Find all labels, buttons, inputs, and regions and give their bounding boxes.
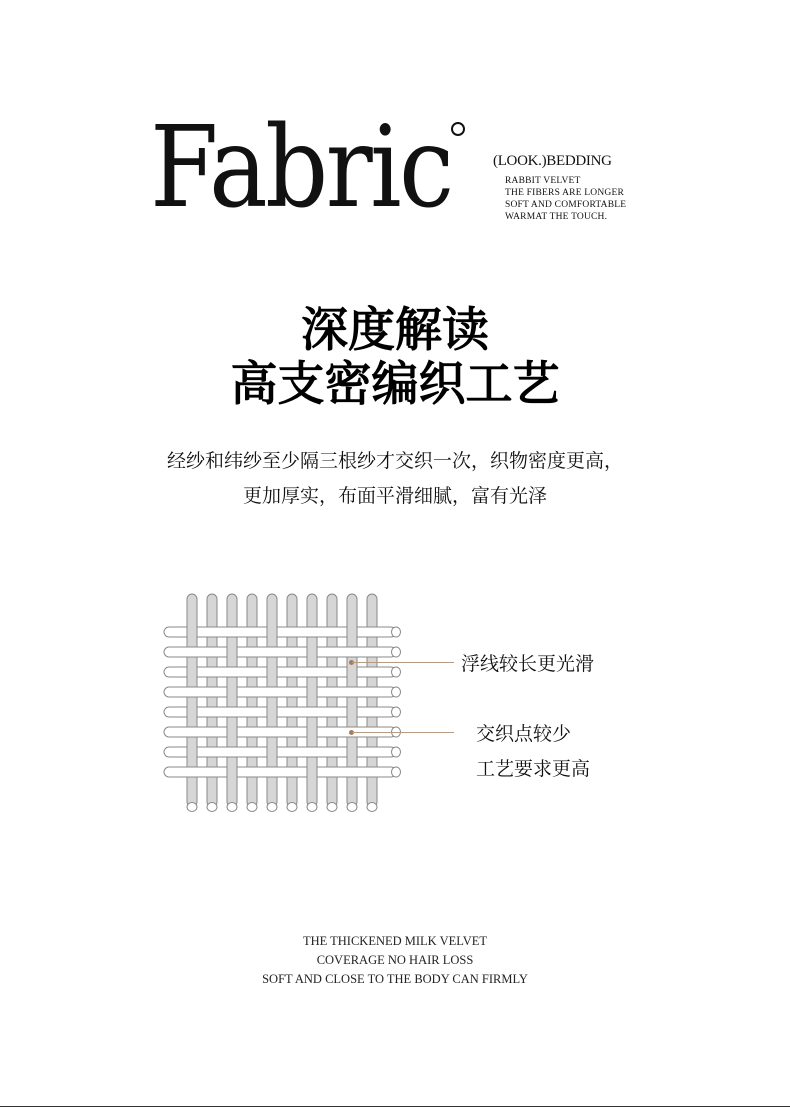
intro-line-2: 更加厚实，布面平滑细腻，富有光泽 — [242, 485, 547, 507]
warp-thread-end — [207, 803, 217, 812]
weave-diagram — [160, 590, 410, 815]
callout-intersections — [476, 717, 590, 787]
brand-tagline-line: SOFT AND COMFORTABLE — [505, 200, 627, 210]
warp-over-crossing — [267, 746, 277, 758]
warp-over-crossing — [307, 686, 317, 698]
warp-over-crossing — [347, 746, 357, 758]
warp-thread-end — [327, 803, 337, 812]
warp-over-crossing — [187, 626, 197, 638]
warp-thread-end — [187, 803, 197, 812]
weft-thread — [164, 767, 396, 777]
weft-thread — [164, 667, 396, 677]
warp-over-crossing — [227, 766, 237, 778]
intro-line-1: 经纱和纬纱至少隔三根纱才交织一次，织物密度更高， — [166, 450, 623, 472]
warp-over-crossing — [227, 726, 237, 738]
weft-thread-end — [392, 647, 401, 657]
warp-over-crossing — [347, 666, 357, 678]
callout-intersections-line-1: 交织点较少 — [476, 723, 572, 745]
weft-thread — [164, 747, 396, 757]
warp-over-crossing — [267, 626, 277, 638]
warp-over-crossing — [187, 666, 197, 678]
headline-line-2: 高支密编织工艺 — [230, 357, 560, 412]
warp-thread-end — [307, 803, 317, 812]
footer-line: SOFT AND CLOSE TO THE BODY CAN FIRMLY — [262, 972, 528, 986]
brand-title: (LOOK.)BEDDING — [493, 153, 612, 169]
weft-thread-end — [392, 687, 401, 697]
footer-line: THE THICKENED MILK VELVET — [302, 934, 488, 948]
brand-logo-wordmark: Fabric — [150, 103, 452, 233]
warp-over-crossing — [347, 706, 357, 718]
warp-over-crossing — [347, 626, 357, 638]
warp-thread-end — [227, 803, 237, 812]
warp-over-crossing — [187, 706, 197, 718]
warp-over-crossing — [267, 706, 277, 718]
brand-tagline-line: THE FIBERS ARE LONGER — [505, 188, 624, 198]
headline-line-1: 深度解读 — [301, 303, 489, 358]
warp-over-crossing — [307, 726, 317, 738]
warp-over-crossing — [307, 646, 317, 658]
warp-thread-end — [287, 803, 297, 812]
warp-over-crossing — [307, 766, 317, 778]
warp-thread-end — [347, 803, 357, 812]
brand-info-block — [493, 152, 626, 223]
logo-ring-mark — [451, 122, 465, 136]
callout-intersections-line-2: 工艺要求更高 — [476, 758, 591, 780]
warp-over-crossing — [267, 666, 277, 678]
footer-line: COVERAGE NO HAIR LOSS — [316, 953, 474, 967]
warp-over-crossing — [227, 686, 237, 698]
weft-thread-end — [392, 627, 401, 637]
warp-thread-end — [367, 803, 377, 812]
warp-thread-end — [247, 803, 257, 812]
page-headline — [0, 304, 790, 412]
leader-line-top — [352, 662, 454, 663]
weft-thread-end — [392, 747, 401, 757]
callout-float-threads: 浮线较长更光滑 — [461, 653, 595, 675]
weft-thread — [164, 707, 396, 717]
weft-thread-end — [392, 767, 401, 777]
weft-thread — [164, 647, 396, 657]
brand-tagline-line: RABBIT VELVET — [505, 176, 581, 186]
brand-tagline-line: WARMAT THE TOUCH. — [505, 212, 608, 222]
footer-tagline — [0, 932, 790, 989]
weft-thread — [164, 687, 396, 697]
warp-over-crossing — [227, 646, 237, 658]
warp-over-crossing — [187, 746, 197, 758]
weft-thread-end — [392, 667, 401, 677]
weft-thread-end — [392, 707, 401, 717]
warp-thread-end — [267, 803, 277, 812]
weft-thread — [164, 627, 396, 637]
leader-line-bottom — [352, 732, 454, 733]
brand-tagline — [505, 175, 626, 223]
intro-paragraph — [0, 444, 790, 514]
